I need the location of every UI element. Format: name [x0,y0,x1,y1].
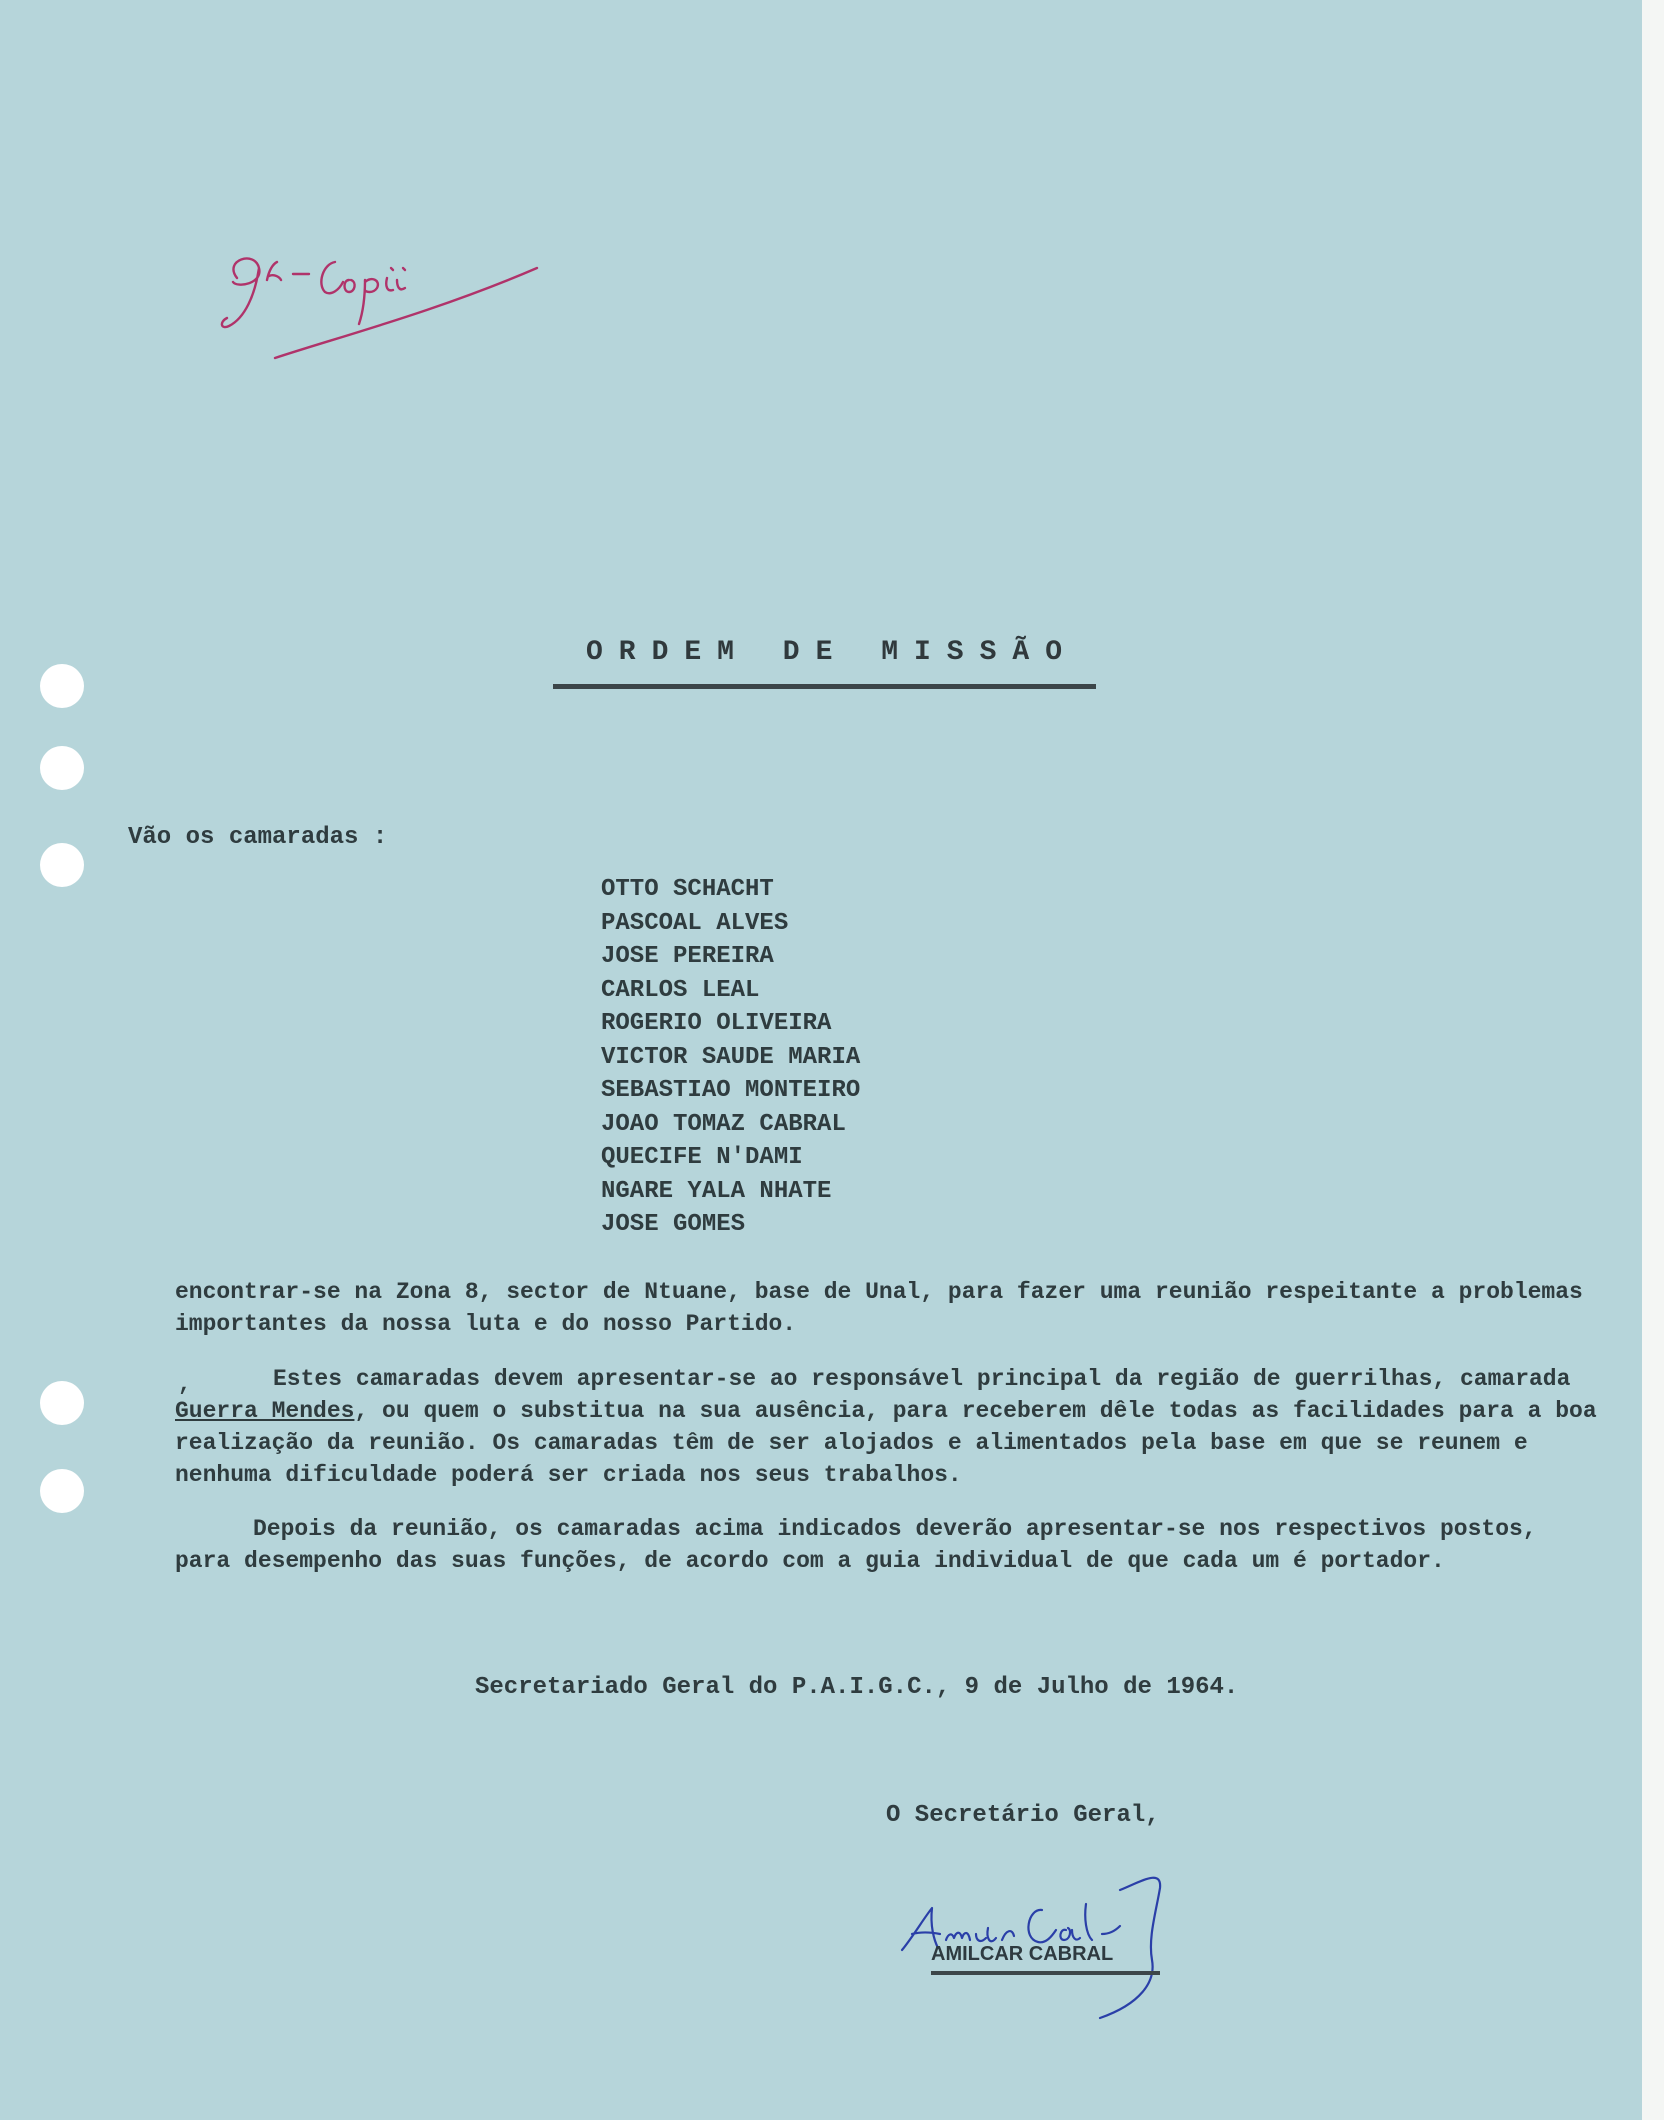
title-underline [553,684,1096,689]
list-item: CARLOS LEAL [601,976,760,1004]
paragraph-meeting-location: encontrar-se na Zona 8, sector de Ntuane, base de Unal, para fazer uma reunião respeitante a problemas importantes da nossa luta e do nosso Partido. [175,1279,1583,1337]
page-edge [1642,0,1664,2120]
commander-name: Guerra Mendes [175,1398,355,1424]
list-item: JOAO TOMAZ CABRAL [601,1110,846,1138]
document-title: ORDEM DE MISSÃO [585,637,1079,668]
paragraph-text: , ou quem o substitua na sua ausência, para receberem dêle todas as facilidades para a boa realização da reunião. Os camaradas têm de ser alojados e alimentados pela base em que se reunem e nenhuma dificuldade poderá ser criada nos seus trabalhos. [175,1398,1597,1488]
list-item: NGARE YALA NHATE [601,1177,832,1205]
stray-typewriter-mark: , [178,1372,192,1397]
place-and-date: Secretariado Geral do P.A.I.G.C., 9 de Julho de 1964. [475,1674,1239,1701]
punch-hole [40,664,84,708]
paragraph-after-meeting: Depois da reunião, os camaradas acima indicados deverão apresentar-se nos respectivos postos, para desempenho das suas funções, de acordo com a guia individual de que cada um é portador. [175,1516,1537,1574]
list-item: PASCOAL ALVES [601,909,789,937]
signer-name: AMILCAR CABRAL [931,1943,1114,1965]
closing-title: O Secretário Geral, [886,1802,1160,1829]
punch-hole [40,1381,84,1425]
salutation: Vão os camaradas : [128,824,388,851]
signer-underline [931,1971,1160,1975]
punch-hole [40,843,84,887]
punch-hole [40,1469,84,1513]
paragraph-text: Estes camaradas devem apresentar-se ao responsável principal da região de guerrilhas, camarada [273,1366,1571,1392]
list-item: OTTO SCHACHT [601,876,774,903]
list-item: VICTOR SAUDE MARIA [601,1043,861,1071]
list-item: QUECIFE N'DAMI [601,1144,803,1171]
paragraph-instructions [175,1363,1605,1491]
punch-hole [40,746,84,790]
list-item: JOSE PEREIRA [601,943,774,970]
list-item: JOSE GOMES [601,1211,746,1238]
list-item: ROGERIO OLIVEIRA [601,1010,832,1037]
handwritten-copy-note [215,240,545,360]
names-list [601,873,860,1242]
list-item: SEBASTIAO MONTEIRO [601,1077,861,1104]
